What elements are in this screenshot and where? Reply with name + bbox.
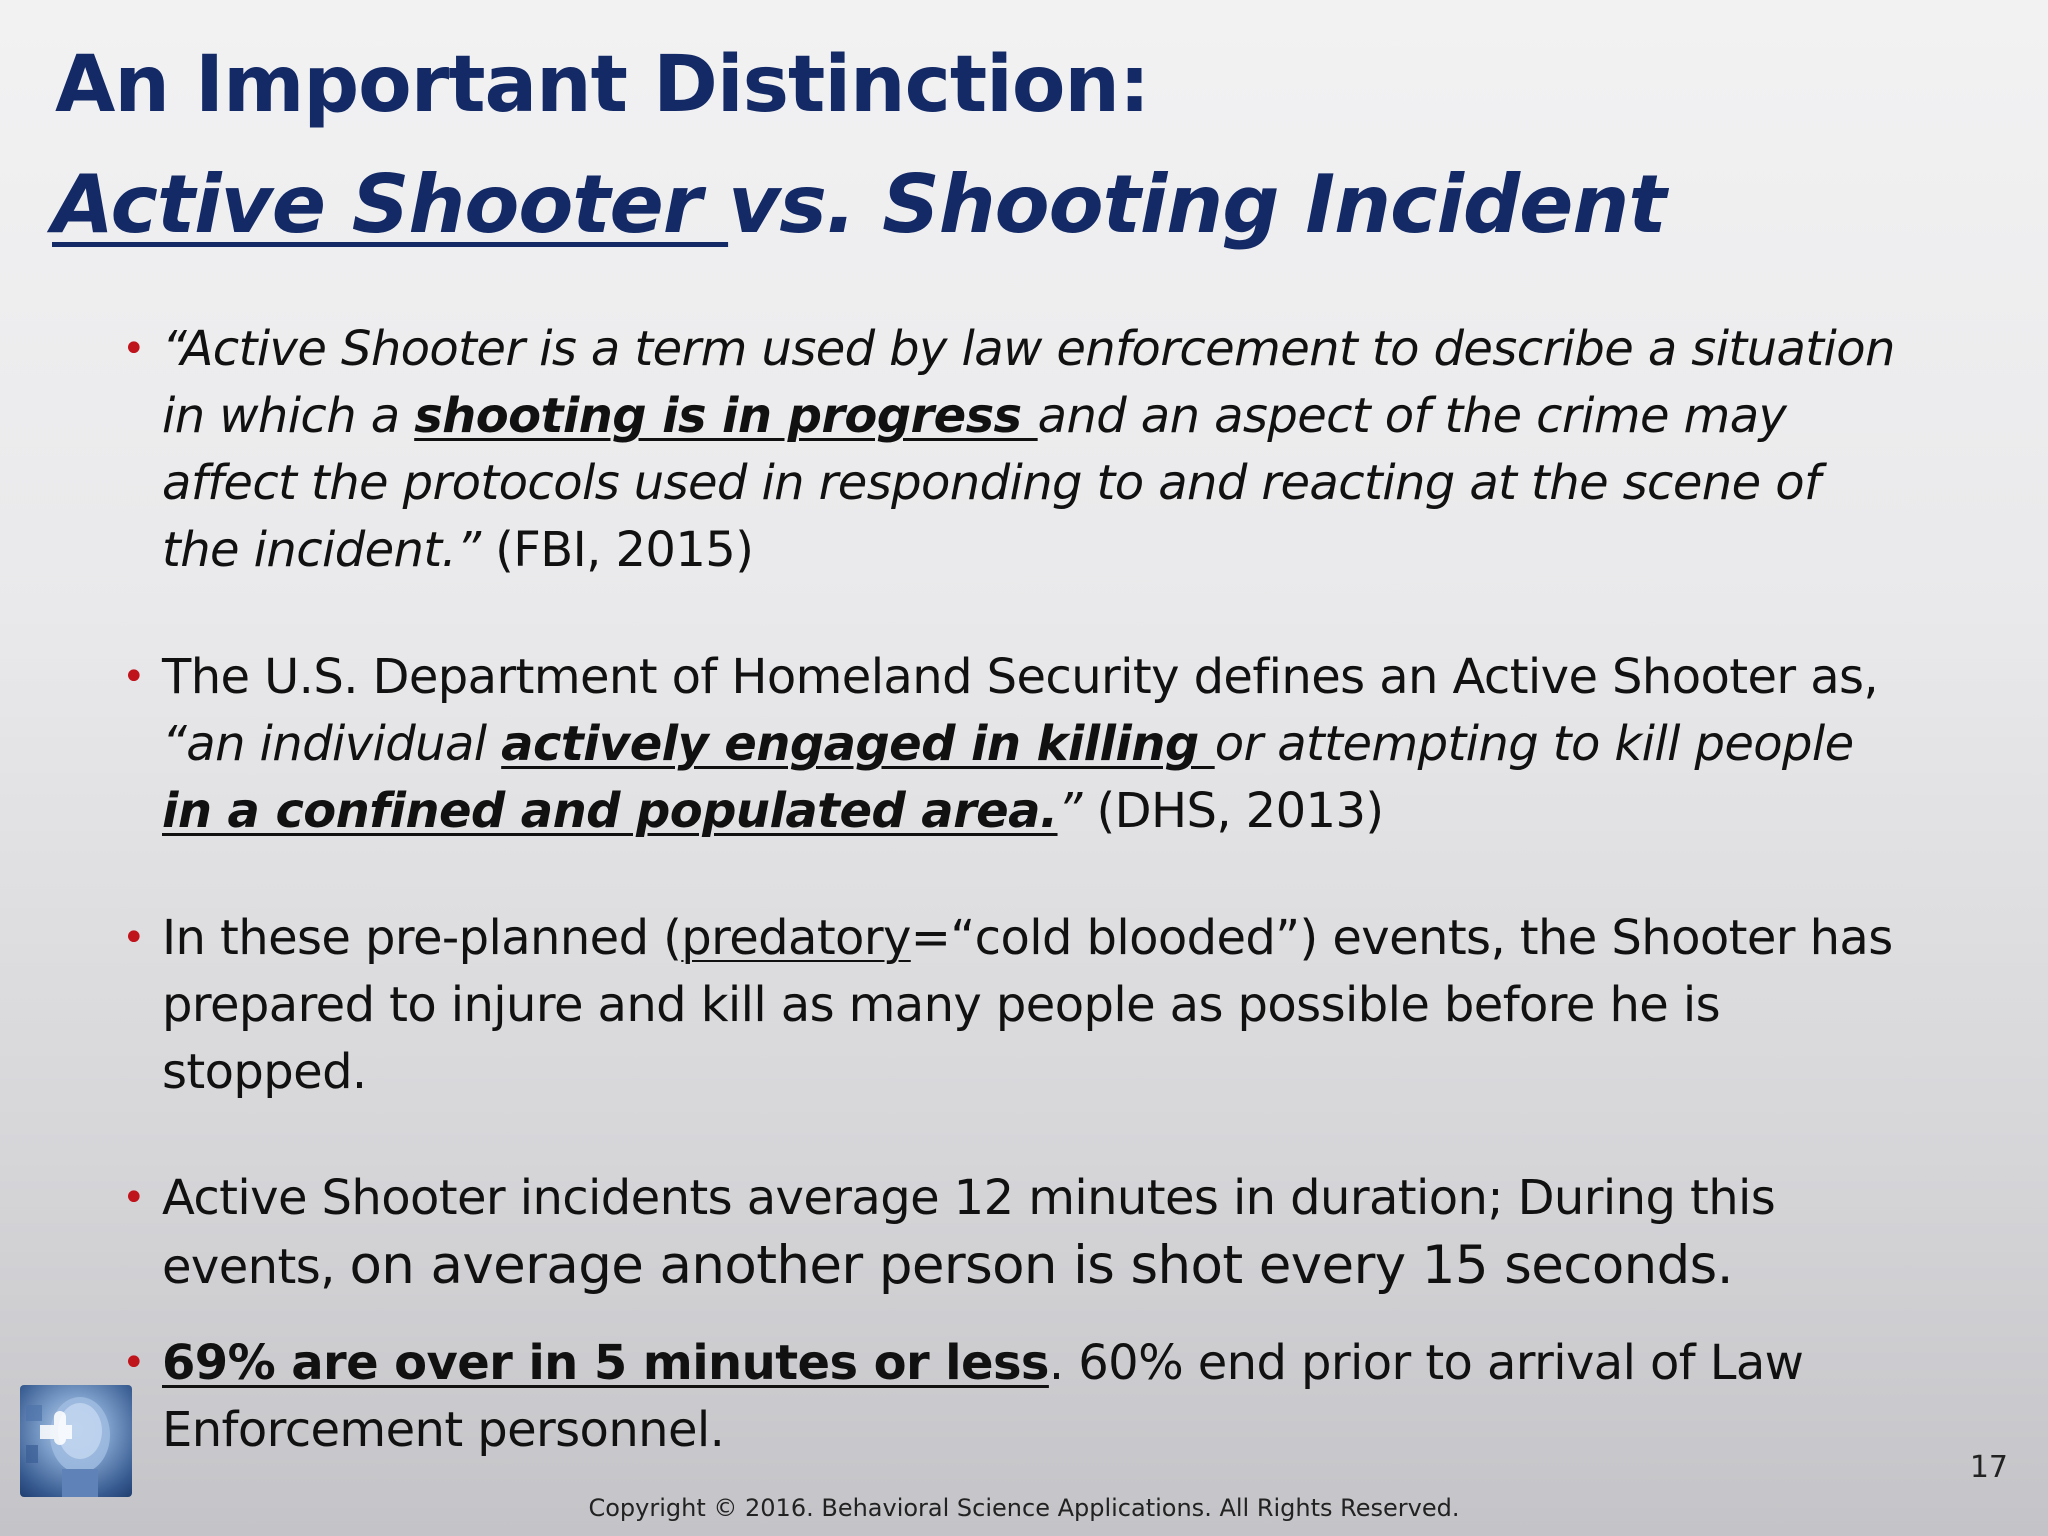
- title-vs-shooting-incident: vs. Shooting Incident: [728, 158, 1666, 251]
- bullet-emphasis: in a confined and populated area.: [162, 783, 1058, 839]
- bullet-citation: (FBI, 2015): [480, 522, 754, 578]
- copyright-footer: Copyright © 2016. Behavioral Science Applications. All Rights Reserved.: [588, 1494, 1460, 1522]
- bullet-text: or attempting to kill people: [1214, 716, 1854, 772]
- bullet-text: Active Shooter incidents average 12 minutes in duration; During this events,: [162, 1170, 1776, 1295]
- bullet-text: on average another person is shot every 15 seconds.: [349, 1235, 1733, 1296]
- bullet-text: and an aspect of the crime may affect the protocols used in responding to and reacting at the scene of the incident.”: [162, 388, 1821, 578]
- bullet-text: In these pre-planned (: [162, 910, 682, 966]
- bullet-emphasis: actively engaged in killing: [501, 716, 1215, 772]
- bullet-text: =“cold blooded”) events, the Shooter has prepared to injure and kill as many people as possible before he is stopped.: [162, 910, 1893, 1100]
- bullet-text: “Active Shooter is a term used by law enforcement to describe a situation in which a: [162, 321, 1895, 444]
- slide-title-line1: An Important Distinction:: [55, 40, 1150, 130]
- bullet-citation: (DHS, 2013): [1081, 783, 1384, 839]
- bullet-text: “an individual: [162, 716, 502, 772]
- bullet-preplanned: [162, 905, 1902, 1106]
- bullet-emphasis: shooting is in progress: [414, 388, 1038, 444]
- bullet-text: . 60% end prior to arrival of Law Enforcement personnel.: [162, 1335, 1804, 1458]
- bullet-emphasis: 69% are over in 5 minutes or less: [162, 1335, 1049, 1391]
- bullet-dhs-definition: [162, 644, 1902, 845]
- bullet-fbi-definition: [162, 316, 1902, 584]
- bullet-emphasis: predatory: [681, 910, 911, 966]
- page-number: 17: [1969, 1450, 2008, 1485]
- bullet-text: The U.S. Department of Homeland Security defines an Active Shooter as,: [162, 649, 1879, 705]
- slide-title-line2: [52, 150, 1666, 260]
- title-active-shooter: Active Shooter: [52, 158, 729, 251]
- bullet-duration: [162, 1165, 1902, 1301]
- bullet-text: ”: [1057, 783, 1082, 839]
- head-puzzle-logo-icon: [20, 1385, 132, 1497]
- bullet-statistics: [162, 1330, 1902, 1464]
